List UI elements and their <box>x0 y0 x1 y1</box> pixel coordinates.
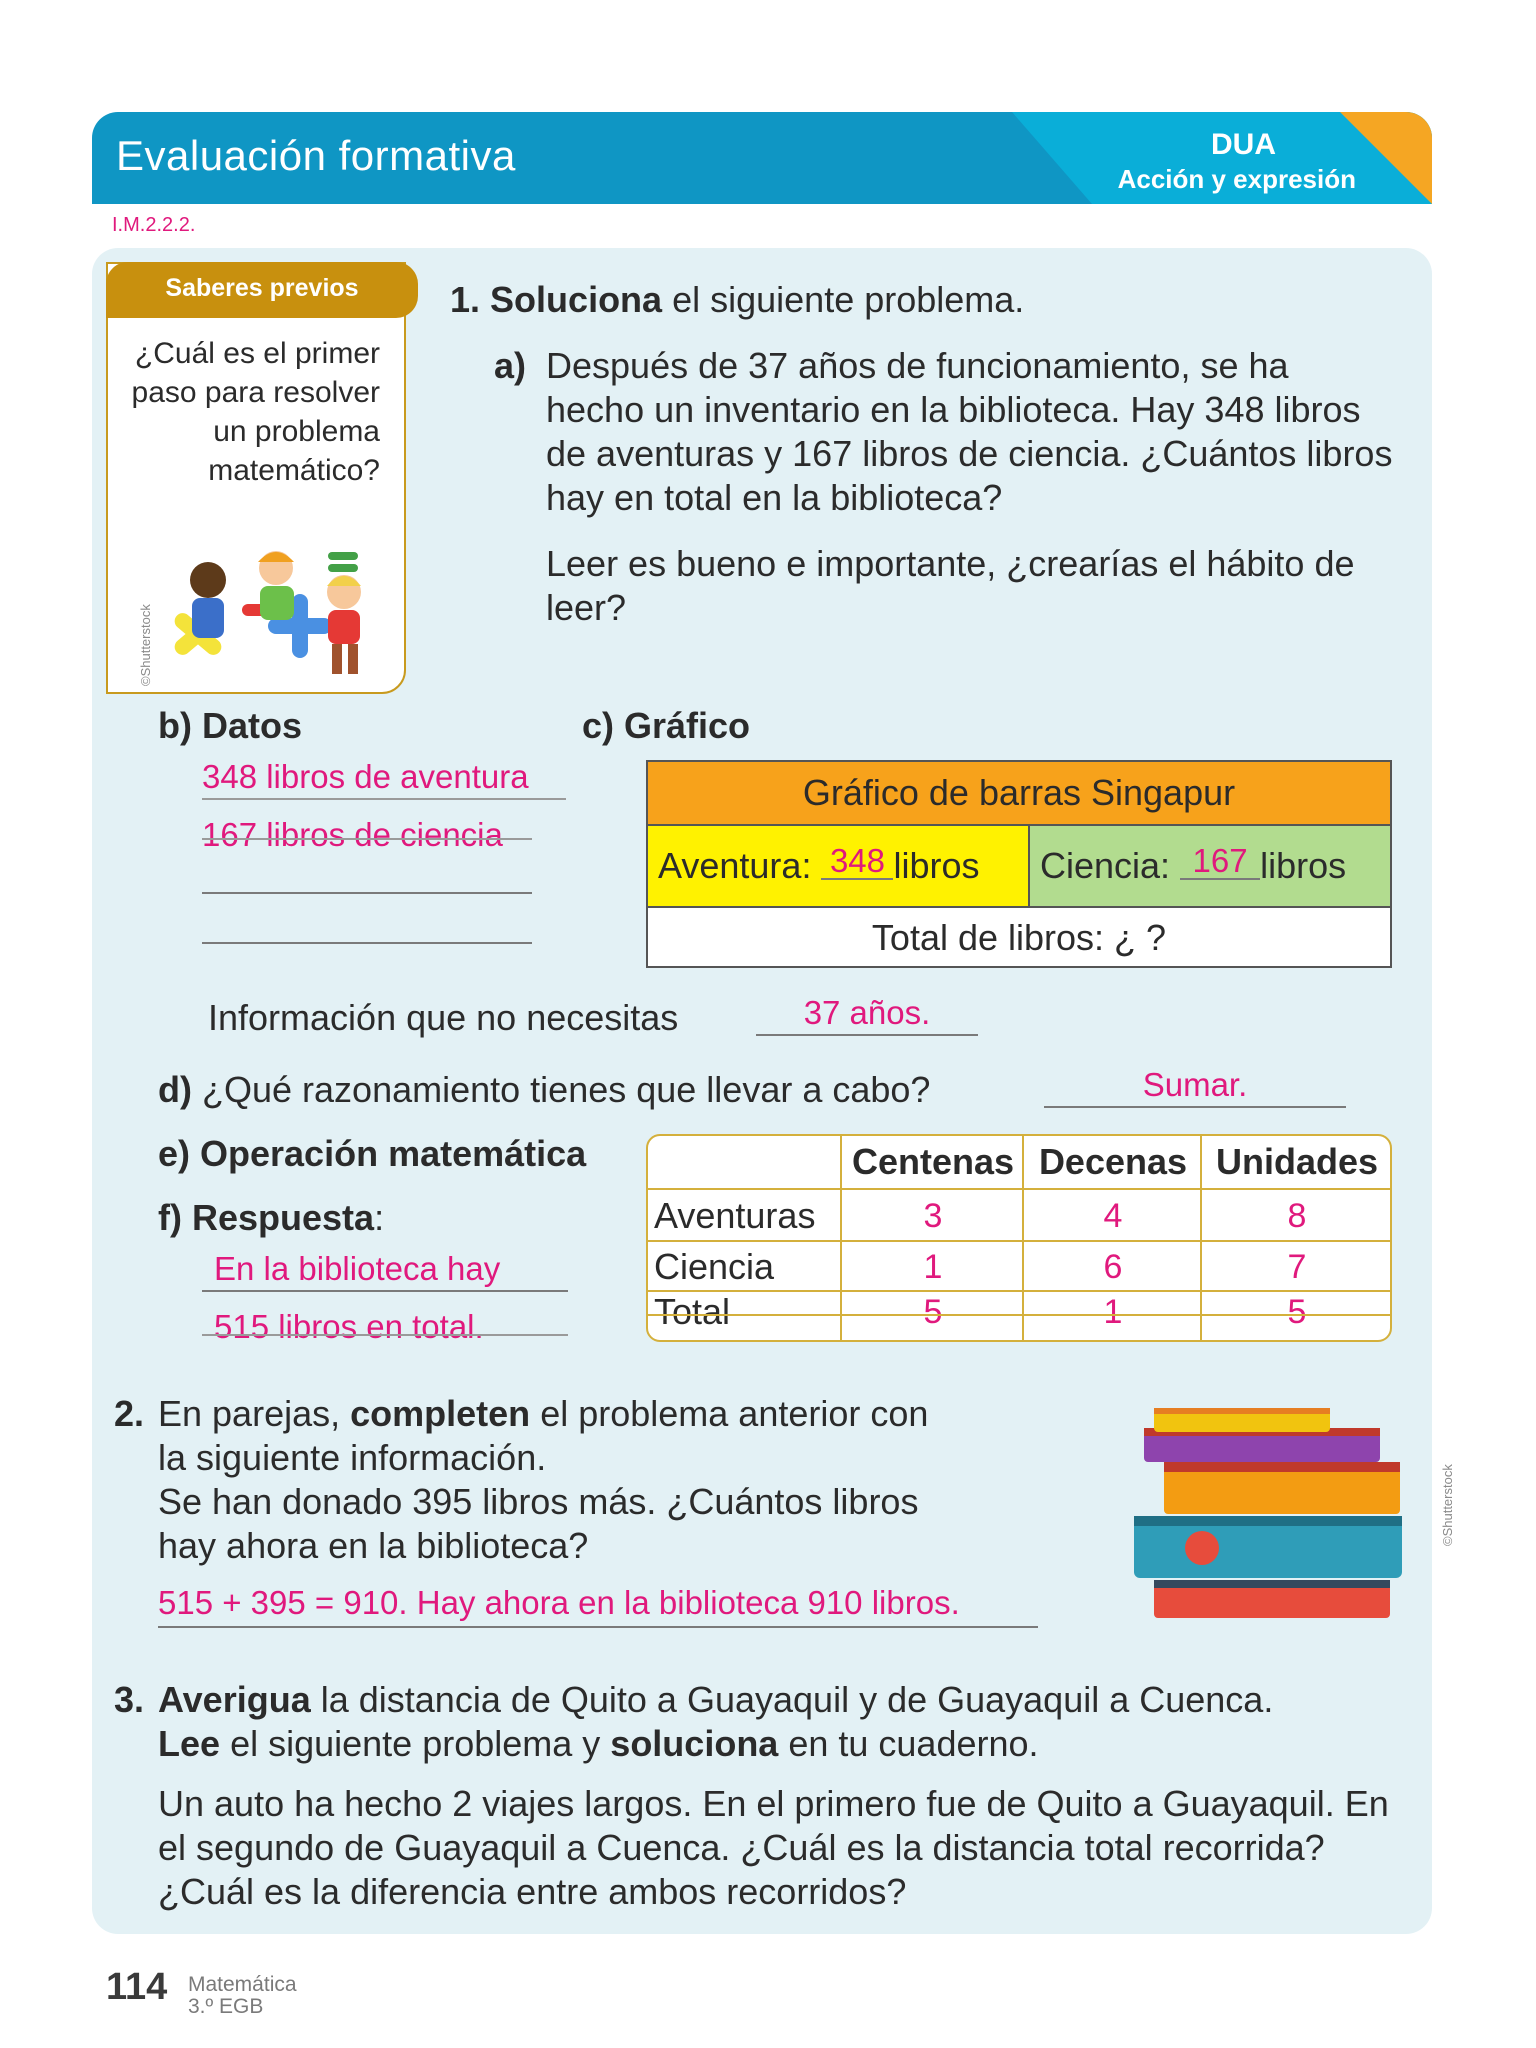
cell-total-decenas[interactable]: 1 <box>1022 1290 1202 1342</box>
header-centenas: Centenas <box>840 1136 1024 1188</box>
row-label-total: Total <box>648 1290 840 1340</box>
dua-title: DUA <box>1211 128 1276 161</box>
cell-total-unidades[interactable]: 5 <box>1200 1290 1392 1342</box>
dua-subtitle: Acción y expresión <box>1117 164 1356 194</box>
saberes-previos-tab <box>106 262 418 318</box>
q2-number: 2. <box>114 1393 145 1434</box>
respuesta-line-2[interactable] <box>202 1308 568 1348</box>
cell-aventuras-unidades[interactable]: 8 <box>1200 1188 1392 1242</box>
indicator-code: I.M.2.2.2. <box>112 214 196 236</box>
table-corner-cell <box>648 1136 840 1188</box>
q1d-text: ¿Qué razonamiento tienes que llevar a cabo? <box>202 1069 931 1110</box>
q2-line-4: hay ahora en la biblioteca? <box>158 1525 589 1566</box>
footer-subject: Matemática <box>188 1973 297 1996</box>
q3-line-2 <box>158 1722 1418 1766</box>
datos-answer-line[interactable] <box>202 816 542 854</box>
datos-answer-2: 167 libros de ciencia <box>202 816 503 853</box>
q1c-label: c) Gráfico <box>582 705 751 746</box>
q1-verb: Soluciona <box>490 279 663 320</box>
graph-title: Gráfico de barras Singapur <box>802 772 1236 813</box>
q1-instruction: el siguiente problema. <box>672 279 1025 320</box>
q1d-answer[interactable]: Sumar. <box>1044 1066 1346 1108</box>
q3-text-1: la distancia de Quito a Guayaquil y de Guayaquil a Cuenca. <box>320 1679 1274 1720</box>
graph-header <box>648 762 1390 826</box>
q3-verb-averigua: Averigua <box>158 1679 311 1720</box>
q3-verb-lee: Lee <box>158 1723 221 1764</box>
saberes-previos-question: ¿Cuál es el primer paso para resolver un problema matemático? <box>131 337 380 487</box>
q1f-label: f) Respuesta <box>158 1197 375 1238</box>
place-value-table <box>646 1134 1392 1342</box>
ciencia-unit: libros <box>1260 845 1347 886</box>
cell-aventuras-centenas[interactable]: 3 <box>840 1188 1024 1242</box>
q1a-label: a) <box>494 345 527 386</box>
q2-line-3: Se han donado 395 libros más. ¿Cuántos libros <box>158 1481 919 1522</box>
q2-line-2: la siguiente información. <box>158 1437 547 1478</box>
q3-line-1 <box>158 1678 1418 1722</box>
datos-blank-line[interactable] <box>202 892 532 894</box>
q1d-label: d) <box>158 1069 192 1110</box>
datos-answer-line[interactable] <box>202 758 566 800</box>
photo-credit: ©Shutterstock <box>138 604 153 686</box>
ciencia-row <box>1040 844 1346 888</box>
respuesta-strike-line <box>202 1334 568 1336</box>
kids-math-illustration <box>160 548 390 688</box>
q1e-label: e) Operación matemática <box>158 1133 587 1174</box>
q1d-question <box>158 1068 930 1112</box>
q3-text-2: el siguiente problema y <box>230 1723 601 1764</box>
q3-text-3: en tu cuaderno. <box>788 1723 1039 1764</box>
q2-answer[interactable]: 515 + 395 = 910. Hay ahora en la biblioteca 910 libros. <box>158 1584 1038 1628</box>
q1-heading <box>450 278 1024 322</box>
cell-ciencia-centenas[interactable]: 1 <box>840 1240 1024 1292</box>
cell-total-centenas[interactable]: 5 <box>840 1290 1024 1342</box>
aventura-unit: libros <box>893 845 980 886</box>
respuesta-answer-1: En la biblioteca hay <box>214 1250 501 1287</box>
cell-ciencia-decenas[interactable]: 6 <box>1022 1240 1202 1292</box>
q3-problem: Un auto ha hecho 2 viajes largos. En el primero fue de Quito a Guayaquil. En el segundo de Guayaquil a Cuenca. ¿Cuál es la distancia total recorrida? ¿Cuál es la diferencia entre ambos recorridos? <box>158 1783 1389 1912</box>
q1f-colon: : <box>374 1197 385 1238</box>
section-title: Evaluación formativa <box>116 132 516 179</box>
section-header <box>92 112 1432 204</box>
aventura-label: Aventura: <box>658 845 812 886</box>
q2-text <box>158 1392 1058 1568</box>
ciencia-value[interactable]: 167 <box>1180 844 1260 880</box>
datos-answer-1: 348 libros de aventura <box>202 758 529 795</box>
singapore-bar-graph <box>646 760 1392 968</box>
cell-ciencia-unidades[interactable]: 7 <box>1200 1240 1392 1292</box>
graph-bar-ciencia <box>1030 826 1390 906</box>
info-answer[interactable]: 37 años. <box>756 994 978 1036</box>
q1a-problem-text: Después de 37 años de funcionamiento, se ha hecho un inventario en la biblioteca. Hay 348 libros de aventuras y 167 libros de ciencia. ¿Cuántos libros hay en total en la biblioteca? <box>546 345 1393 518</box>
row-label-ciencia: Ciencia <box>648 1240 840 1290</box>
q2-pre: En parejas, <box>158 1393 341 1434</box>
books-photo-credit: ©Shutterstock <box>1440 1464 1455 1546</box>
q1f-heading <box>158 1196 384 1240</box>
graph-bar-aventura <box>648 826 1030 906</box>
aventura-row <box>658 844 980 888</box>
q3-verb-soluciona: soluciona <box>610 1723 779 1764</box>
datos-strike-line <box>202 838 532 840</box>
respuesta-answer-2: 515 libros en total. <box>214 1308 484 1345</box>
ciencia-label: Ciencia: <box>1040 845 1171 886</box>
q2-post: el problema anterior con <box>540 1393 929 1434</box>
q3-instructions <box>158 1678 1418 1766</box>
graph-total-text: Total de libros: ¿ ? <box>871 917 1167 958</box>
q3-number: 3. <box>114 1679 145 1720</box>
page-number: 114 <box>106 1966 168 2008</box>
aventura-value[interactable]: 348 <box>821 844 893 880</box>
graph-total-row <box>648 906 1390 968</box>
cell-aventuras-decenas[interactable]: 4 <box>1022 1188 1202 1242</box>
header-unidades: Unidades <box>1200 1136 1392 1188</box>
q2-verb: completen <box>350 1393 531 1434</box>
header-decenas: Decenas <box>1022 1136 1202 1188</box>
row-label-aventuras: Aventuras <box>648 1188 840 1240</box>
total-sum-line <box>648 1314 1390 1316</box>
q1b-label: b) Datos <box>158 705 302 746</box>
footer-grade: 3.º EGB <box>188 1995 264 2018</box>
book-stack-illustration <box>1134 1404 1416 1622</box>
q2-line-1 <box>158 1392 1058 1436</box>
saberes-previos-label: Saberes previos <box>165 274 359 302</box>
datos-blank-line[interactable] <box>202 942 532 944</box>
info-label: Información que no necesitas <box>208 997 679 1038</box>
q1-number: 1. <box>450 279 481 320</box>
respuesta-line-1[interactable] <box>202 1250 568 1292</box>
q1a-reading-question: Leer es bueno e importante, ¿crearías el hábito de leer? <box>546 543 1355 628</box>
